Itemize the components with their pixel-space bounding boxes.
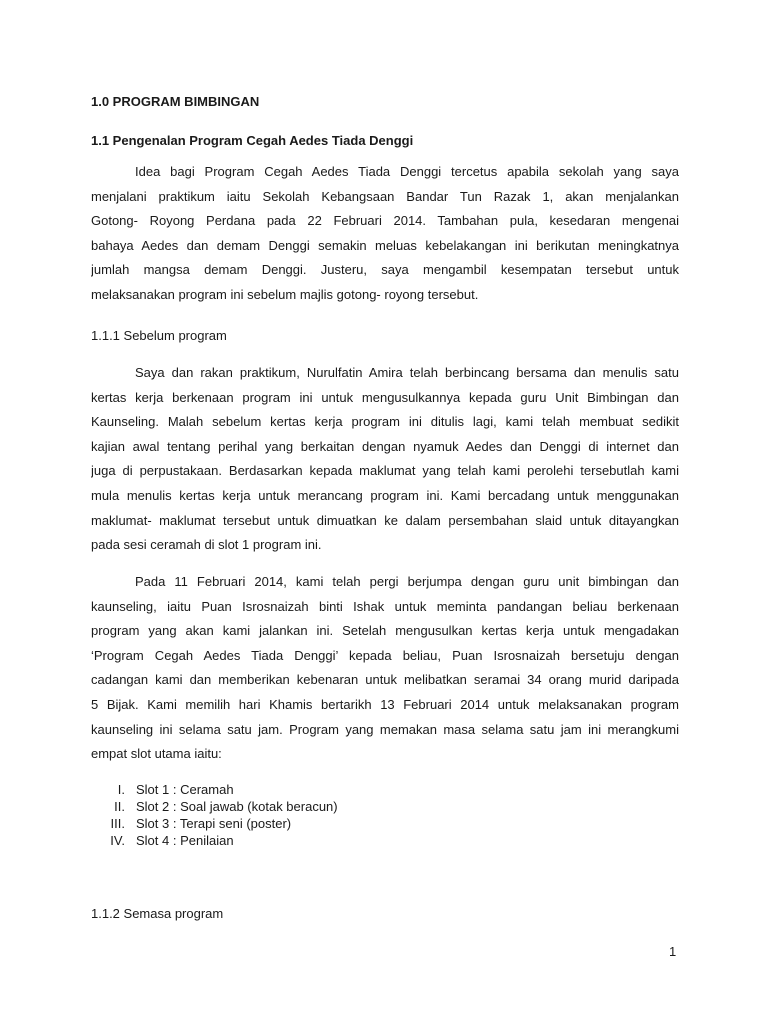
text-line: juga di perpustakaan. Berdasarkan kepada maklumat yang telah kami perolehi tersebutlah kami xyxy=(91,463,679,479)
text-line: kajian awal tentang perihal yang berkaitan dengan nyamuk Aedes dan Denggi di internet dan xyxy=(91,438,679,454)
text-line: jumlah mangsa demam Denggi. Justeru, saya mengambil kesempatan tersebut untuk xyxy=(91,262,679,278)
text-line: empat slot utama iaitu: xyxy=(91,746,222,762)
text-line: maklumat- maklumat tersebut untuk dimuatkan ke dalam persembahan slaid untuk ditayangkan xyxy=(91,512,679,528)
text-line: cadangan kami dan memberikan kebenaran untuk melibatkan seramai 34 orang murid daripada xyxy=(91,672,679,688)
text-line: Pada 11 Februari 2014, kami telah pergi berjumpa dengan guru unit bimbingan dan xyxy=(135,574,679,589)
text-line: kertas kerja berkenaan program ini untuk mengusulkannya kepada guru Unit Bimbingan dan xyxy=(91,389,679,405)
list-text: Slot 3 : Terapi seni (poster) xyxy=(136,816,292,831)
subsubsection-heading-during: 1.1.2 Semasa program xyxy=(91,906,224,921)
section-heading: 1.0 PROGRAM BIMBINGAN xyxy=(91,94,260,109)
text-line: pada sesi ceramah di slot 1 program ini. xyxy=(91,537,322,553)
subsubsection-heading-before: 1.1.1 Sebelum program xyxy=(91,328,227,343)
page-number: 1 xyxy=(669,944,677,959)
text-line: kaunseling ini selama satu jam. Program yang memakan masa selama satu jam ini merangkumi xyxy=(91,721,679,737)
text-line: 5 Bijak. Kami memilih hari Khamis bertarikh 13 Februari 2014 untuk melaksanakan program xyxy=(91,696,679,712)
text-line: kaunseling, iaitu Puan Isrosnaizah binti Ishak untuk meminta pandangan beliau berkenaan xyxy=(91,598,679,614)
text-line: menjalani praktikum iaitu Sekolah Kebangsaan Bandar Tun Razak 1, akan menjalankan xyxy=(91,188,679,204)
text-line: mula menulis kertas kerja untuk merancang program ini. Kami bercadang untuk menggunakan xyxy=(91,487,679,503)
list-number: III. xyxy=(110,816,125,831)
list-text: Slot 1 : Ceramah xyxy=(136,782,234,797)
subsection-heading: 1.1 Pengenalan Program Cegah Aedes Tiada Denggi xyxy=(91,133,414,148)
text-line: Gotong- Royong Perdana pada 22 Februari 2014. Tambahan pula, kesedaran mengenai xyxy=(91,213,679,229)
list-number: II. xyxy=(114,799,125,814)
text-line: Kaunseling. Malah sebelum kertas kerja program ini ditulis lagi, kami telah membuat sedikit xyxy=(91,414,679,430)
list-number: I. xyxy=(117,782,125,797)
text-line: melaksanakan program ini sebelum majlis gotong- royong tersebut. xyxy=(91,286,479,302)
text-line: ‘Program Cegah Aedes Tiada Denggi’ kepada beliau, Puan Isrosnaizah bersetuju dengan xyxy=(91,647,679,663)
list-text: Slot 2 : Soal jawab (kotak beracun) xyxy=(136,799,338,814)
text-line: Saya dan rakan praktikum, Nurulfatin Amira telah berbincang bersama dan menulis satu xyxy=(135,365,679,380)
text-line: Idea bagi Program Cegah Aedes Tiada Denggi tercetus apabila sekolah yang saya xyxy=(135,164,679,179)
text-line: program yang akan kami jalankan ini. Setelah mengusulkan kertas kerja untuk mengadakan xyxy=(91,623,679,639)
list-number: IV. xyxy=(110,833,125,848)
paragraph-meeting xyxy=(91,570,679,767)
text-line: bahaya Aedes dan demam Denggi semakin meluas kebelakangan ini berikutan meningkatnya xyxy=(91,237,679,253)
paragraph-introduction xyxy=(91,160,679,308)
paragraph-preparation xyxy=(91,361,679,558)
list-text: Slot 4 : Penilaian xyxy=(136,833,234,848)
